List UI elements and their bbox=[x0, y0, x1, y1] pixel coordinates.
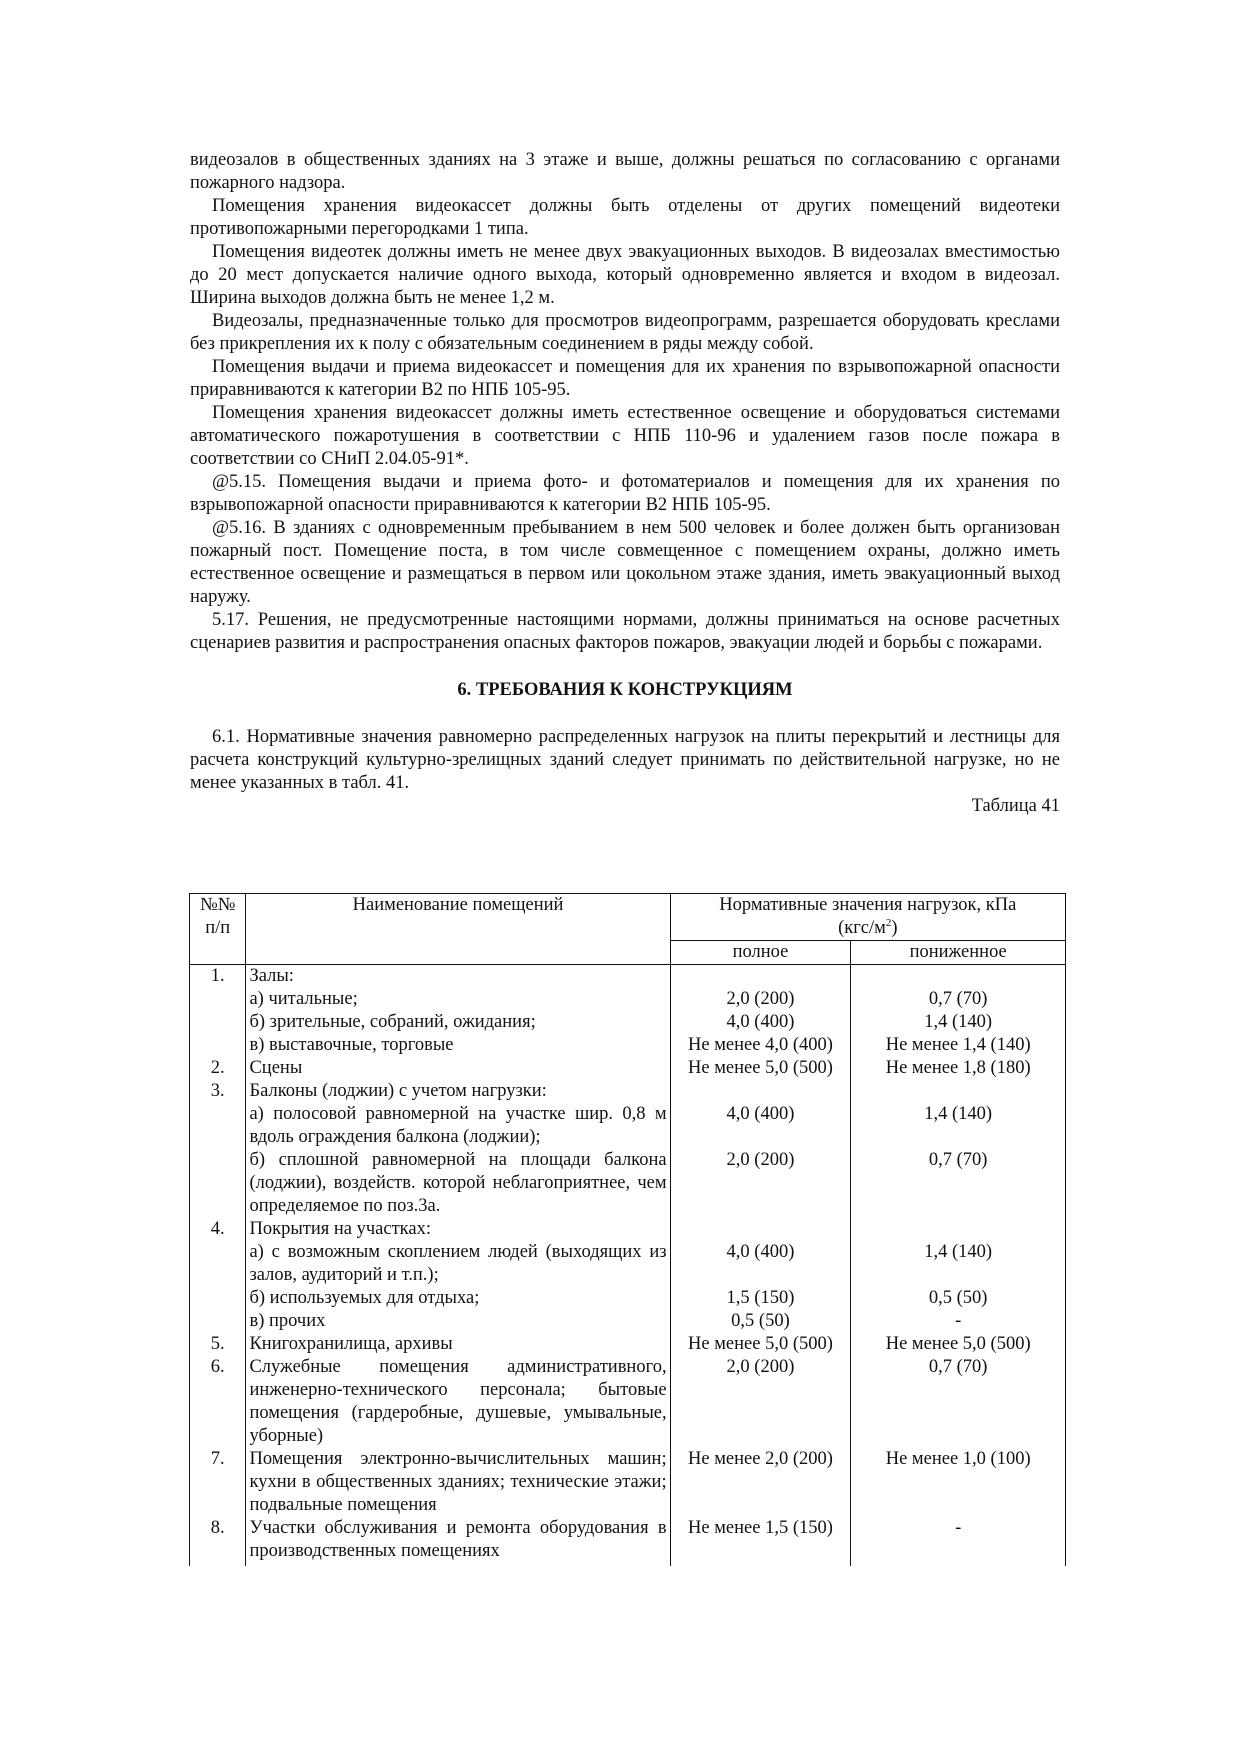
table-row bbox=[190, 1103, 1066, 1149]
row-name: Участки обслуживания и ремонта оборудования в производственных помещениях bbox=[246, 1517, 670, 1566]
row-number: 4. bbox=[190, 1218, 246, 1241]
row-full-value: 2,0 (200) bbox=[670, 1149, 851, 1218]
row-reduced-value: - bbox=[851, 1517, 1066, 1566]
row-reduced-value: 1,4 (140) bbox=[851, 1241, 1066, 1287]
paragraph: @5.15. Помещения выдачи и приема фото- и фотоматериалов и помещения для их хранения по взрывопожарной опасности приравниваются к категории В2 НПБ 105-95. bbox=[190, 472, 1060, 515]
table-row bbox=[190, 1310, 1066, 1333]
table-row bbox=[190, 1080, 1066, 1103]
row-reduced-value bbox=[851, 965, 1066, 989]
row-name: а) полосовой равномерной на участке шир. 0,8 м вдоль ограждения балкона (лоджии); bbox=[246, 1103, 670, 1149]
row-full-value: 4,0 (400) bbox=[670, 1011, 851, 1034]
row-number bbox=[190, 1287, 246, 1310]
row-name: Помещения электронно-вычислительных машин; кухни в общественных зданиях; технические этажи; подвальные помещения bbox=[246, 1448, 670, 1517]
row-number: 6. bbox=[190, 1356, 246, 1448]
row-name: а) с возможным скоплением людей (выходящих из залов, аудиторий и т.п.); bbox=[246, 1241, 670, 1287]
row-full-value: Не менее 2,0 (200) bbox=[670, 1448, 851, 1517]
table-row bbox=[190, 1333, 1066, 1356]
row-name: Балконы (лоджии) с учетом нагрузки: bbox=[246, 1080, 670, 1103]
row-reduced-value: - bbox=[851, 1310, 1066, 1333]
document-page bbox=[190, 149, 1060, 818]
row-full-value bbox=[670, 1218, 851, 1241]
table-row bbox=[190, 1034, 1066, 1057]
header-full: полное bbox=[670, 941, 851, 965]
row-number bbox=[190, 1103, 246, 1149]
row-number bbox=[190, 1034, 246, 1057]
row-reduced-value: Не менее 1,0 (100) bbox=[851, 1448, 1066, 1517]
row-reduced-value bbox=[851, 1218, 1066, 1241]
table-row bbox=[190, 1218, 1066, 1241]
row-reduced-value bbox=[851, 1080, 1066, 1103]
table-row bbox=[190, 1149, 1066, 1218]
header-values-unit: $(кгс/м^2)$ bbox=[838, 916, 898, 938]
table-body bbox=[190, 965, 1066, 1567]
row-reduced-value: 0,7 (70) bbox=[851, 1149, 1066, 1218]
paragraph: Помещения видеотек должны иметь не менее двух эвакуационных выходов. В видеозалах вместимостью до 20 мест допускается наличие одного выхода, который одновременно является и входом в видеозал. Ширина выходов должна быть не менее 1,2 м. bbox=[190, 242, 1060, 308]
header-reduced: пониженное bbox=[851, 941, 1066, 965]
paragraph: @5.16. В зданиях с одновременным пребыванием в нем 500 человек и более должен быть организован пожарный пост. Помещение поста, в том числе совмещенное с помещением охраны, должно иметь естественное освещение и размещаться в первом или цокольном этаже здания, иметь эвакуационный выход наружу. bbox=[190, 518, 1060, 607]
header-number-line1: №№ bbox=[200, 895, 236, 915]
row-reduced-value: 0,7 (70) bbox=[851, 1356, 1066, 1448]
row-number: 8. bbox=[190, 1517, 246, 1566]
table-row bbox=[190, 1356, 1066, 1448]
row-name: б) сплошной равномерной на площади балкона (лоджии), воздейств. которой неблагоприятнее, чем определяемое по поз.3а. bbox=[246, 1149, 670, 1218]
header-number bbox=[190, 894, 246, 965]
table-row bbox=[190, 1057, 1066, 1080]
header-values-title: Нормативные значения нагрузок, кПа bbox=[719, 895, 1017, 915]
row-full-value: 1,5 (150) bbox=[670, 1287, 851, 1310]
row-full-value: Не менее 5,0 (500) bbox=[670, 1333, 851, 1356]
row-name: Книгохранилища, архивы bbox=[246, 1333, 670, 1356]
row-name: б) используемых для отдыха; bbox=[246, 1287, 670, 1310]
table-row bbox=[190, 988, 1066, 1011]
row-reduced-value: 0,7 (70) bbox=[851, 988, 1066, 1011]
row-reduced-value: 0,5 (50) bbox=[851, 1287, 1066, 1310]
row-number bbox=[190, 988, 246, 1011]
row-reduced-value: 1,4 (140) bbox=[851, 1103, 1066, 1149]
header-number-line2: п/п bbox=[205, 918, 231, 938]
row-name: Покрытия на участках: bbox=[246, 1218, 670, 1241]
row-full-value bbox=[670, 965, 851, 989]
paragraph: видеозалов в общественных зданиях на 3 этаже и выше, должны решаться по согласованию с органами пожарного надзора. bbox=[190, 150, 1060, 193]
header-values bbox=[670, 894, 1065, 941]
loads-table bbox=[189, 893, 1066, 1566]
table-row bbox=[190, 1448, 1066, 1517]
row-number: 7. bbox=[190, 1448, 246, 1517]
header-name: Наименование помещений bbox=[246, 894, 670, 965]
row-full-value bbox=[670, 1080, 851, 1103]
row-reduced-value: Не менее 1,4 (140) bbox=[851, 1034, 1066, 1057]
row-number: 3. bbox=[190, 1080, 246, 1103]
table-row bbox=[190, 1287, 1066, 1310]
table-row bbox=[190, 1517, 1066, 1566]
row-number bbox=[190, 1241, 246, 1287]
row-name: в) прочих bbox=[246, 1310, 670, 1333]
paragraph: Помещения хранения видеокассет должны иметь естественное освещение и оборудоваться системами автоматического пожаротушения в соответствии с НПБ 110-96 и удалением газов после пожара в соответствии со СНиП 2.04.05-91*. bbox=[190, 403, 1060, 469]
row-reduced-value: 1,4 (140) bbox=[851, 1011, 1066, 1034]
section-heading: 6. ТРЕБОВАНИЯ К КОНСТРУКЦИЯМ bbox=[457, 680, 793, 700]
row-number bbox=[190, 1149, 246, 1218]
row-reduced-value: Не менее 1,8 (180) bbox=[851, 1057, 1066, 1080]
row-full-value: 4,0 (400) bbox=[670, 1241, 851, 1287]
row-number bbox=[190, 1310, 246, 1333]
row-full-value: Не менее 1,5 (150) bbox=[670, 1517, 851, 1566]
row-name: б) зрительные, собраний, ожидания; bbox=[246, 1011, 670, 1034]
table-row bbox=[190, 1011, 1066, 1034]
row-number: 1. bbox=[190, 965, 246, 989]
row-full-value: 0,5 (50) bbox=[670, 1310, 851, 1333]
row-number: 2. bbox=[190, 1057, 246, 1080]
row-full-value: 4,0 (400) bbox=[670, 1103, 851, 1149]
row-name: Сцены bbox=[246, 1057, 670, 1080]
row-name: Залы: bbox=[246, 965, 670, 989]
row-name: а) читальные; bbox=[246, 988, 670, 1011]
row-full-value: Не менее 5,0 (500) bbox=[670, 1057, 851, 1080]
paragraph: Помещения выдачи и приема видеокассет и помещения для их хранения по взрывопожарной опасности приравниваются к категории В2 по НПБ 105-95. bbox=[190, 357, 1060, 400]
paragraph: Помещения хранения видеокассет должны быть отделены от других помещений видеотеки противопожарными перегородками 1 типа. bbox=[190, 196, 1060, 239]
row-number bbox=[190, 1011, 246, 1034]
row-number: 5. bbox=[190, 1333, 246, 1356]
row-full-value: 2,0 (200) bbox=[670, 1356, 851, 1448]
row-name: в) выставочные, торговые bbox=[246, 1034, 670, 1057]
row-name: Служебные помещения административного, инженерно-технического персонала; бытовые помещения (гардеробные, душевые, умывальные, уборные) bbox=[246, 1356, 670, 1448]
row-reduced-value: Не менее 5,0 (500) bbox=[851, 1333, 1066, 1356]
paragraph: 5.17. Решения, не предусмотренные настоящими нормами, должны приниматься на основе расчетных сценариев развития и распространения опасных факторов пожаров, эвакуации людей и борьбы с пожарами. bbox=[190, 610, 1060, 653]
section-paragraph: 6.1. Нормативные значения равномерно распределенных нагрузок на плиты перекрытий и лестницы для расчета конструкций культурно-зрелищных зданий следует принимать по действительной нагрузке, но не менее указанных в табл. 41. bbox=[190, 727, 1060, 793]
table-caption: Таблица 41 bbox=[971, 796, 1060, 816]
table-row bbox=[190, 965, 1066, 989]
table-row bbox=[190, 1241, 1066, 1287]
row-full-value: Не менее 4,0 (400) bbox=[670, 1034, 851, 1057]
paragraph: Видеозалы, предназначенные только для просмотров видеопрограмм, разрешается оборудовать креслами без прикрепления их к полу с обязательным соединением в ряды между собой. bbox=[190, 311, 1060, 354]
row-full-value: 2,0 (200) bbox=[670, 988, 851, 1011]
